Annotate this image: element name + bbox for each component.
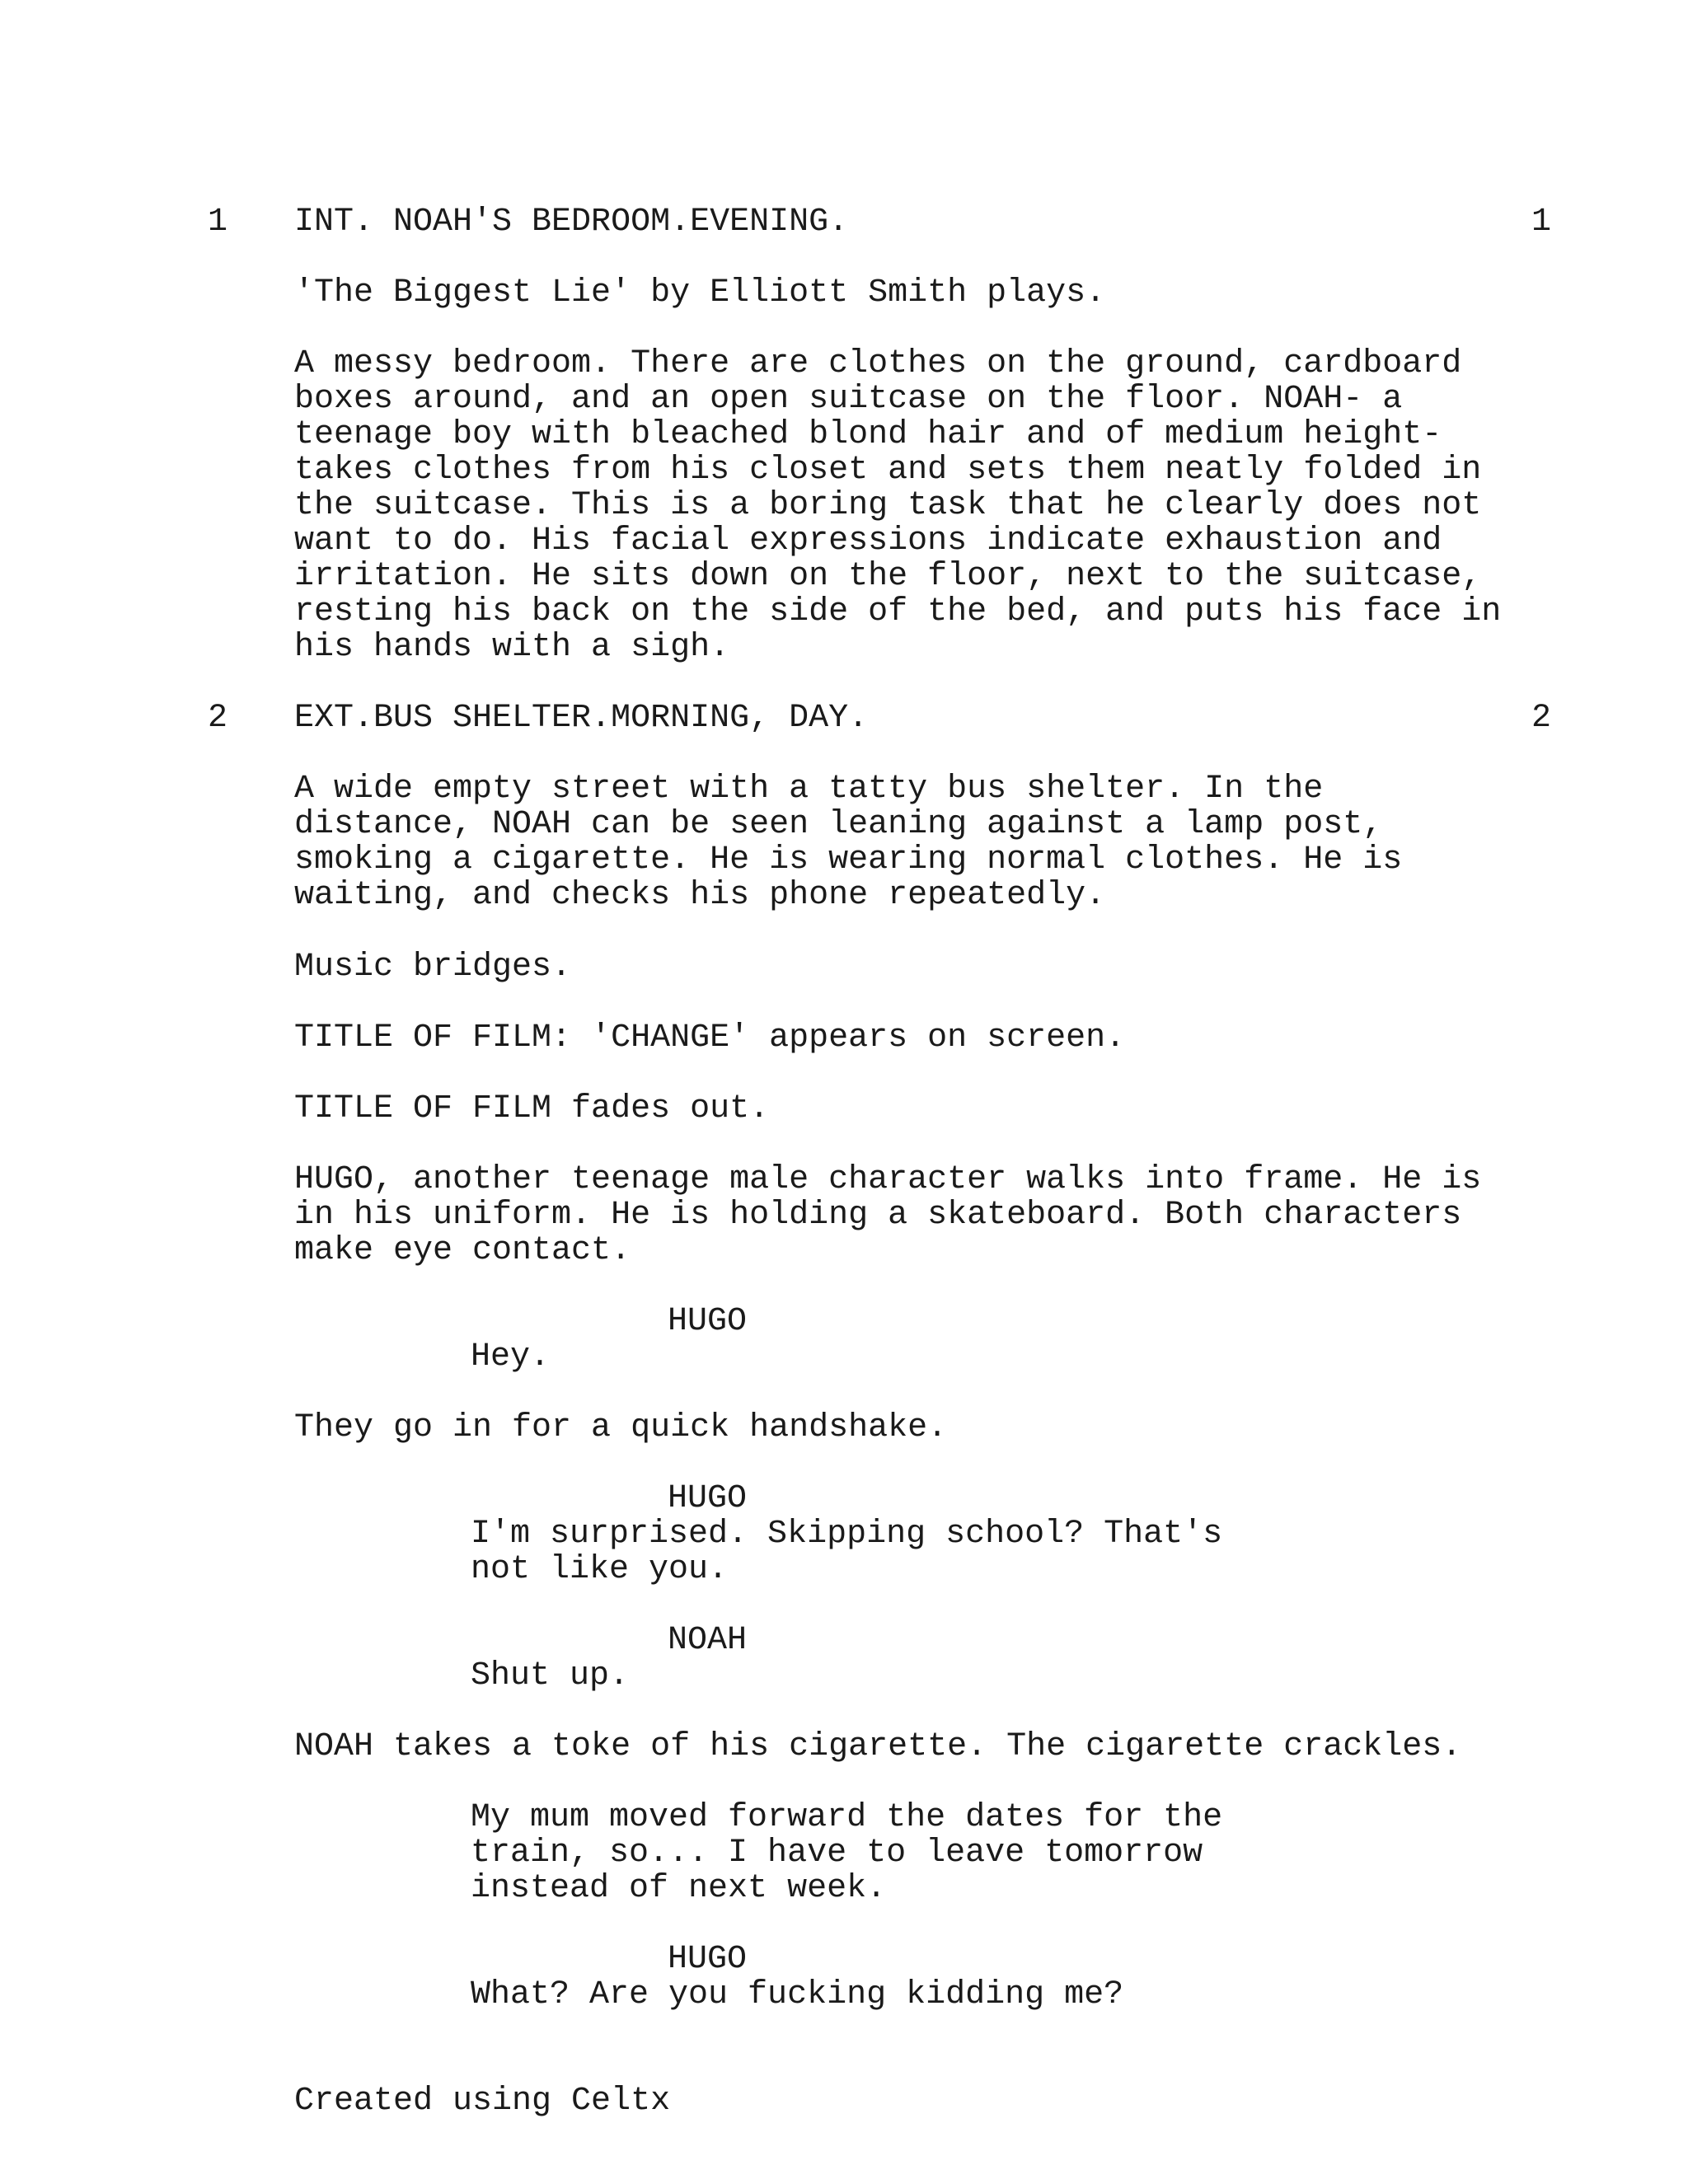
dialogue: Hey.: [471, 1338, 551, 1376]
scene-number-right: 1: [1531, 204, 1552, 241]
action-paragraph: HUGO, another teenage male character walks into frame. He is in his uniform. He is holding a skateboard. Both characters make eye contact.: [294, 1161, 1482, 1269]
dialogue: I'm surprised. Skipping school? That's not like you.: [471, 1516, 1223, 1588]
dialogue: My mum moved forward the dates for the train, so... I have to leave tomorrow instead of next week.: [471, 1799, 1223, 1907]
scene-heading: EXT.BUS SHELTER.MORNING, DAY.: [294, 700, 869, 737]
action-line: TITLE OF FILM fades out.: [294, 1090, 770, 1127]
character-name: HUGO: [668, 1303, 748, 1340]
action-line: TITLE OF FILM: 'CHANGE' appears on screen.: [294, 1019, 1126, 1057]
dialogue: Shut up.: [471, 1657, 630, 1694]
action-paragraph: A messy bedroom. There are clothes on the ground, cardboard boxes around, and an open suitcase on the floor. NOAH- a teenage boy with bleached blond hair and of medium height- takes clothes from his closet and sets them neatly folded in the suitcase. This is a boring task that he clearly does not want to do. His facial expressions indicate exhaustion and irritation. He sits down on the floor, next to the suitcase, resting his back on the side of the bed, and puts his face in his hands with a sigh.: [294, 345, 1502, 666]
footer-credit: Created using Celtx: [294, 2083, 671, 2120]
dialogue: What? Are you fucking kidding me?: [471, 1976, 1124, 2013]
scene-heading: INT. NOAH'S BEDROOM.EVENING.: [294, 204, 849, 241]
action-line: 'The Biggest Lie' by Elliott Smith plays.: [294, 274, 1106, 312]
action-line: Music bridges.: [294, 949, 572, 986]
character-name: NOAH: [668, 1622, 748, 1659]
scene-number-left: 1: [208, 204, 228, 241]
scene-number-left: 2: [208, 700, 228, 737]
action-line: They go in for a quick handshake.: [294, 1409, 948, 1446]
scene-number-right: 2: [1531, 700, 1552, 737]
action-paragraph: A wide empty street with a tatty bus shelter. In the distance, NOAH can be seen leaning against a lamp post, smoking a cigarette. He is wearing normal clothes. He is waiting, and checks his phone repeatedly.: [294, 771, 1403, 914]
character-name: HUGO: [668, 1480, 748, 1517]
action-line: NOAH takes a toke of his cigarette. The cigarette crackles.: [294, 1728, 1462, 1765]
character-name: HUGO: [668, 1941, 748, 1978]
